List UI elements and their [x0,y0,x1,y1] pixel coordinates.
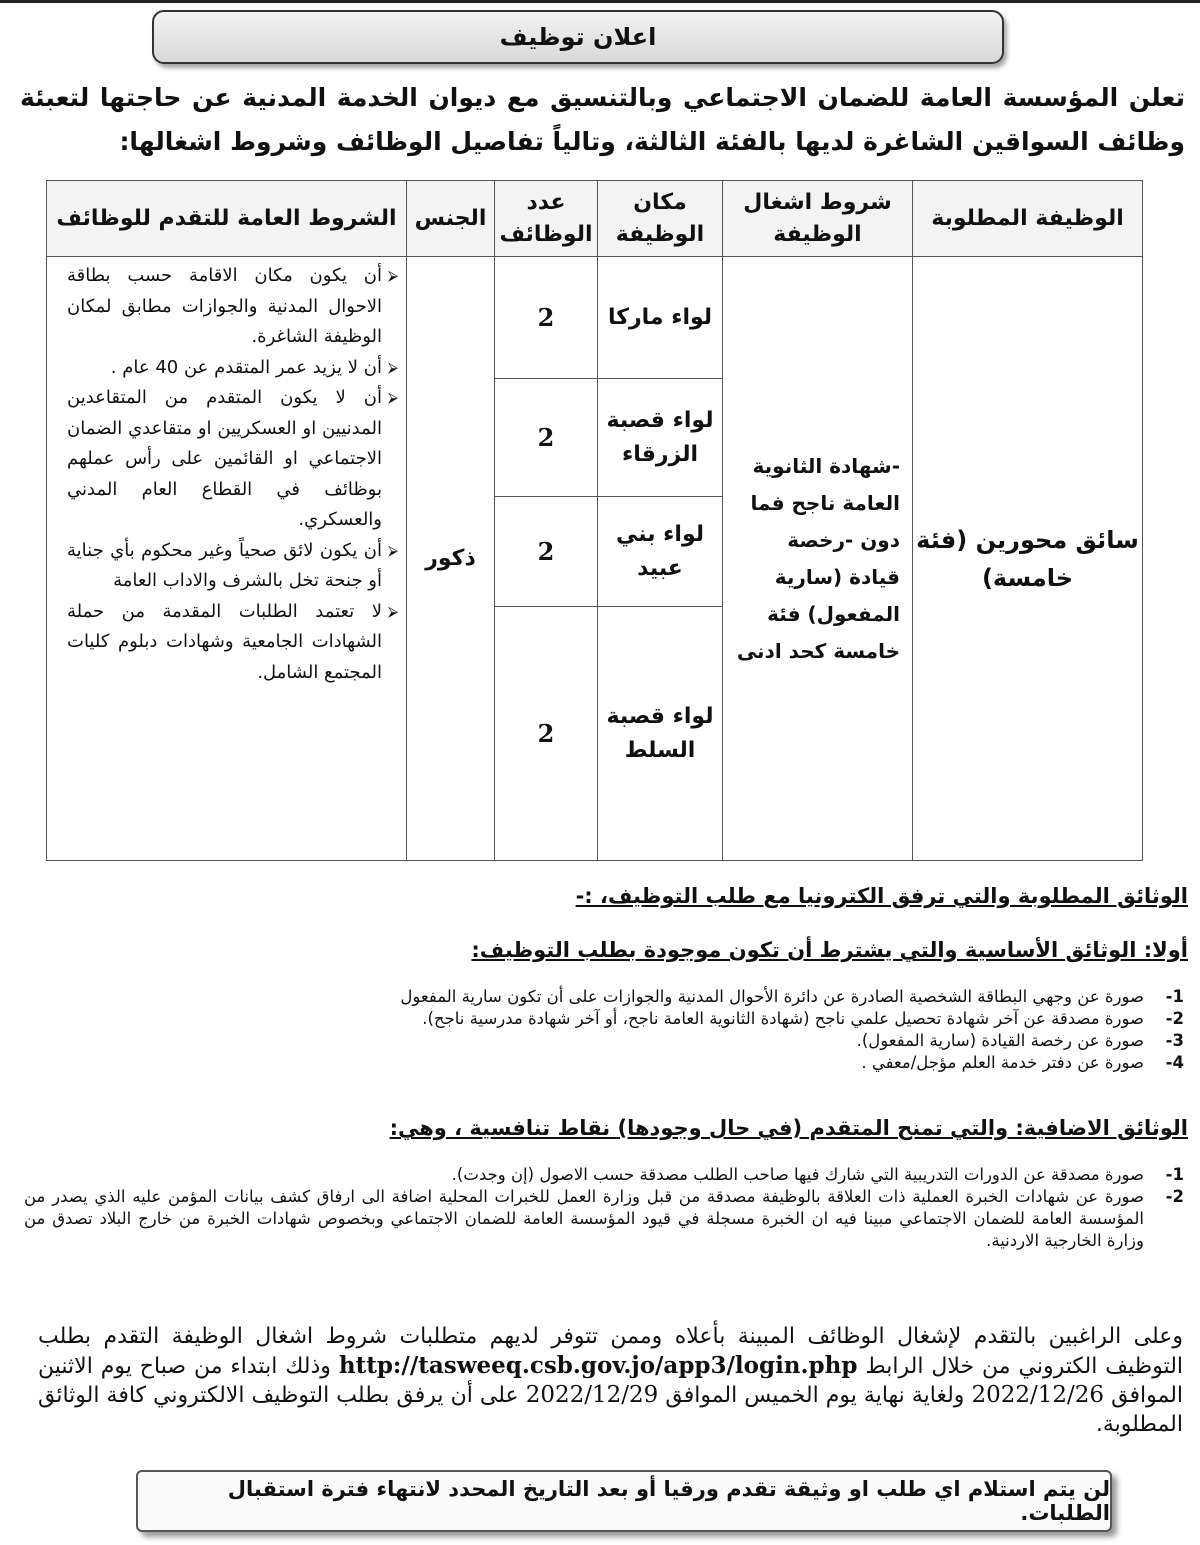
start-date: 2022/12/26 [971,1382,1105,1408]
item-number: 2- [1165,1187,1184,1206]
header-job: الوظيفة المطلوبة [913,181,1143,257]
bullet-arrow-icon: ⮚ [388,542,398,559]
item-text: صورة عن شهادات الخبرة العملية ذات العلاقة بالوظيفة مصدقة من قبل وزارة العمل للخبرات المحلية اضافة الى ارفاق كشف بيانات المؤمن عليه الذي يصدر من المؤسسة العامة للضمان الاجتماعي مبينا فيه ان الخبرة مسجلة في قيود المؤسسة العامة للضمان الاجتماعي وبخصوص شهادات الخبرة من خارج البلاد تصدق من وزارة الخارجية الاردنية. [24,1187,1144,1250]
item-text: صورة مصدقة عن الدورات التدريبية التي شارك فيها صاحب الطلب مصدقة حسب الاصول (إن وجدت). [451,1165,1144,1184]
bullet-arrow-icon: ⮚ [388,603,398,620]
extra-docs-title: الوثائق الاضافية: والتي تمنح المتقدم (في حال وجودها) نقاط تنافسية ، وهي: [389,1116,1188,1140]
item-text: صورة عن دفتر خدمة العلم مؤجل/معفي . [861,1053,1144,1072]
count-cell: 2 [495,257,598,379]
job-conditions-cell: -شهادة الثانوية العامة ناجح فما دون -رخصة قيادة (سارية المفعول) فئة خامسة كحد ادنى [723,257,913,861]
announcement-banner [152,10,1004,64]
closing-text-3: ولغاية نهاية يوم الخميس الموافق [665,1383,965,1408]
closing-text-1: وعلى الراغبين بالتقدم لإشغال الوظائف المبينة بأعلاه وممن تتوفر لديهم متطلبات شروط اشغال الوظيفة التقدم بطلب التوظيف الكتروني من خلال الرابط [38,1324,1184,1379]
count-cell: 2 [495,497,598,607]
general-condition-text: لا تعتمد الطلبات المقدمة من حملة الشهادات الجامعية وشهادات دبلوم كليات المجتمع الشامل. [67,600,382,683]
intro-paragraph: تعلن المؤسسة العامة للضمان الاجتماعي وبالتنسيق مع ديوان الخدمة المدنية عن حاجتها لتعبئة وظائف السواقين الشاغرة لديها بالفئة الثالثة، وتالياً تفاصيل الوظائف وشروط اشغالها: [20,83,1185,156]
general-conditions-list [67,261,396,688]
docs-title: الوثائق المطلوبة والتي ترفق الكترونيا مع طلب التوظيف، :- [575,884,1188,908]
application-link[interactable]: http://tasweeq.csb.gov.jo/app3/login.php [338,1352,858,1379]
list-item [67,261,396,353]
banner-title: اعلان توظيف [499,23,657,51]
general-condition-text: أن لا يكون المتقدم من المتقاعدين المدنيين او العسكريين او متقاعدي الضمان الاجتماعي او القائمين على رأس عملهم بوظائف في القطاع العام المدني والعسكري. [67,387,382,530]
notice-box [136,1470,1112,1532]
item-number: 3- [1165,1031,1184,1050]
jobs-table [46,180,1143,861]
general-condition-text: أن يكون لائق صحياً وغير محكوم بأي جناية أو جنحة تخل بالشرف والاداب العامة [67,539,382,591]
count-cell: 2 [495,379,598,497]
place-cell: لواء بني عبيد [598,497,723,607]
place-cell: لواء قصبة الزرقاء [598,379,723,497]
place-cell: لواء قصبة السلط [598,607,723,861]
basic-docs-title: أولا: الوثائق الأساسية والتي يشترط أن تكون موجودة بطلب التوظيف: [471,938,1188,962]
header-gender: الجنس [407,181,495,257]
list-item [67,597,396,689]
item-number: 1- [1165,987,1184,1006]
table-row [47,257,1143,379]
list-item [24,986,1184,1008]
header-conditions: شروط اشغال الوظيفة [723,181,913,257]
gender-cell: ذكور [407,257,495,861]
list-item [24,1186,1184,1252]
general-condition-text: أن لا يزيد عمر المتقدم عن 40 عام . [110,356,382,378]
item-number: 1- [1165,1165,1184,1184]
list-item [67,536,396,597]
notice-text: لن يتم استلام اي طلب او وثيقة تقدم ورقيا أو بعد التاريخ المحدد لانتهاء فترة استقبال الطلبات. [227,1477,1110,1525]
list-item [24,1164,1184,1186]
list-item [24,1030,1184,1052]
top-rule [0,0,1200,3]
closing-text-4: على أن يرفق بطلب التوظيف الالكتروني كافة الوثائق المطلوبة. [38,1383,1183,1437]
item-number: 2- [1165,1009,1184,1028]
basic-docs-list [24,986,1184,1074]
general-condition-text: أن يكون مكان الاقامة حسب بطاقة الاحوال المدنية والجوازات مطابق لمكان الوظيفة الشاغرة. [67,265,382,347]
general-conditions-cell [47,257,407,861]
list-item [24,1008,1184,1030]
bullet-arrow-icon: ⮚ [388,268,398,284]
item-text: صورة عن رخصة القيادة (سارية المفعول). [856,1031,1144,1050]
bullet-arrow-icon: ⮚ [388,359,398,376]
list-item [67,353,396,384]
list-item [67,383,396,536]
count-cell: 2 [495,607,598,861]
place-cell: لواء ماركا [598,257,723,379]
extra-docs-list [24,1164,1184,1252]
end-date: 2022/12/29 [525,1382,659,1408]
closing-text-2: وذلك ابتداء من صباح يوم الاثنين الموافق [38,1354,1184,1408]
job-title-cell: سائق محورين (فئة خامسة) [913,257,1143,861]
item-number: 4- [1165,1053,1184,1072]
item-text: صورة مصدقة عن آخر شهادة تحصيل علمي ناجح (شهادة الثانوية العامة ناجح، أو آخر شهادة مدرسية ناجح). [422,1009,1144,1028]
header-count: عدد الوظائف [495,181,598,257]
list-item [24,1052,1184,1074]
header-general: الشروط العامة للتقدم للوظائف [47,181,407,257]
closing-paragraph [38,1322,1183,1439]
bullet-arrow-icon: ⮚ [388,390,398,406]
item-text: صورة عن وجهي البطاقة الشخصية الصادرة عن دائرة الأحوال المدنية والجوازات على أن تكون سارية المفعول [400,987,1144,1006]
header-place: مكان الوظيفة [598,181,723,257]
table-header-row [47,181,1143,257]
